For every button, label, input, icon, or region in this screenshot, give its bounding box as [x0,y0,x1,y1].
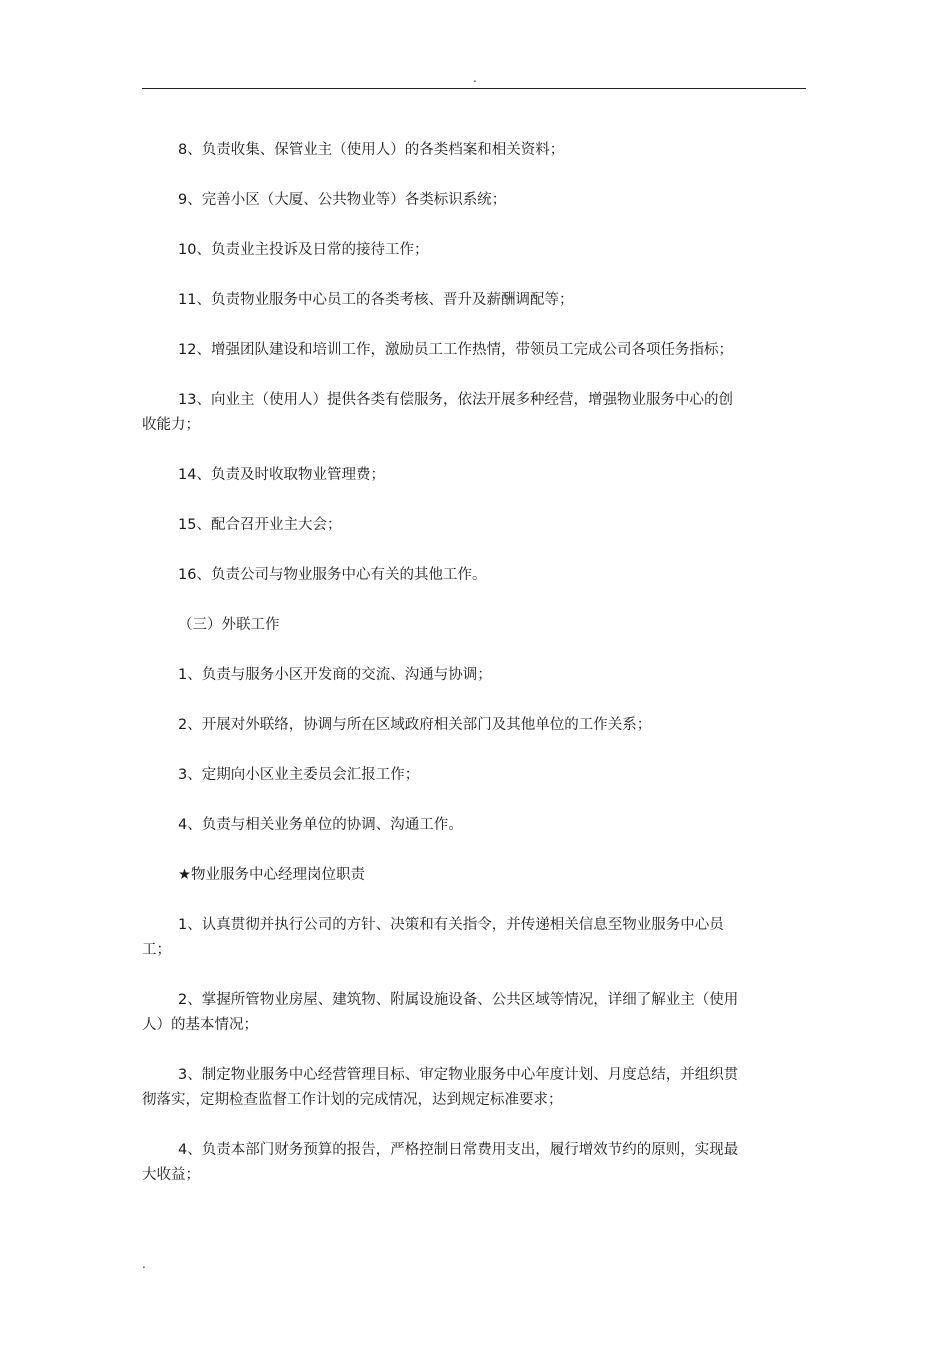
paragraph-external-3: 3、定期向小区业主委员会汇报工作； [178,767,420,783]
header-mark: . [473,71,477,85]
paragraph-item-8: 8、负责收集、保管业主（使用人）的各类档案和相关资料； [178,142,565,158]
paragraph-manager-4: 4、负责本部门财务预算的报告，严格控制日常费用支出，履行增效节约的原则，实现最大收益； [142,1142,739,1183]
paragraph-item-11: 11、负责物业服务中心员工的各类考核、晋升及薪酬调配等； [178,292,574,308]
section-heading-manager-duties: ★物业服务中心经理岗位职责 [178,867,365,883]
paragraph-item-12: 12、增强团队建设和培训工作，激励员工工作热情，带领员工完成公司各项任务指标； [178,342,733,358]
paragraph-item-15: 15、配合召开业主大会； [178,517,342,533]
paragraph-item-9: 9、完善小区（大厦、公共物业等）各类标识系统； [178,192,507,208]
paragraph-external-2: 2、开展对外联络，协调与所在区域政府相关部门及其他单位的工作关系； [178,717,652,733]
paragraph-external-1: 1、负责与服务小区开发商的交流、沟通与协调； [178,667,492,683]
paragraph-item-10: 10、负责业主投诉及日常的接待工作； [178,242,429,258]
paragraph-manager-3: 3、制定物业服务中心经营管理目标、审定物业服务中心年度计划、月度总结，并组织贯彻落实，定期检查监督工作计划的完成情况，达到规定标准要求； [142,1067,739,1108]
header-rule [142,88,806,89]
paragraph-item-14: 14、负责及时收取物业管理费； [178,467,385,483]
section-heading-external: （三）外联工作 [178,617,280,633]
footer-mark: . [142,1257,146,1271]
paragraph-item-16: 16、负责公司与物业服务中心有关的其他工作。 [178,567,487,583]
document-body [142,138,742,1213]
paragraph-external-4: 4、负责与相关业务单位的协调、沟通工作。 [178,817,463,833]
paragraph-manager-1: 1、认真贯彻并执行公司的方针、决策和有关指令，并传递相关信息至物业服务中心员工； [142,917,724,958]
paragraph-manager-2: 2、掌握所管物业房屋、建筑物、附属设施设备、公共区域等情况，详细了解业主（使用人）的基本情况； [142,992,739,1033]
paragraph-item-13: 13、向业主（使用人）提供各类有偿服务，依法开展多种经营，增强物业服务中心的创收能力； [142,392,733,433]
